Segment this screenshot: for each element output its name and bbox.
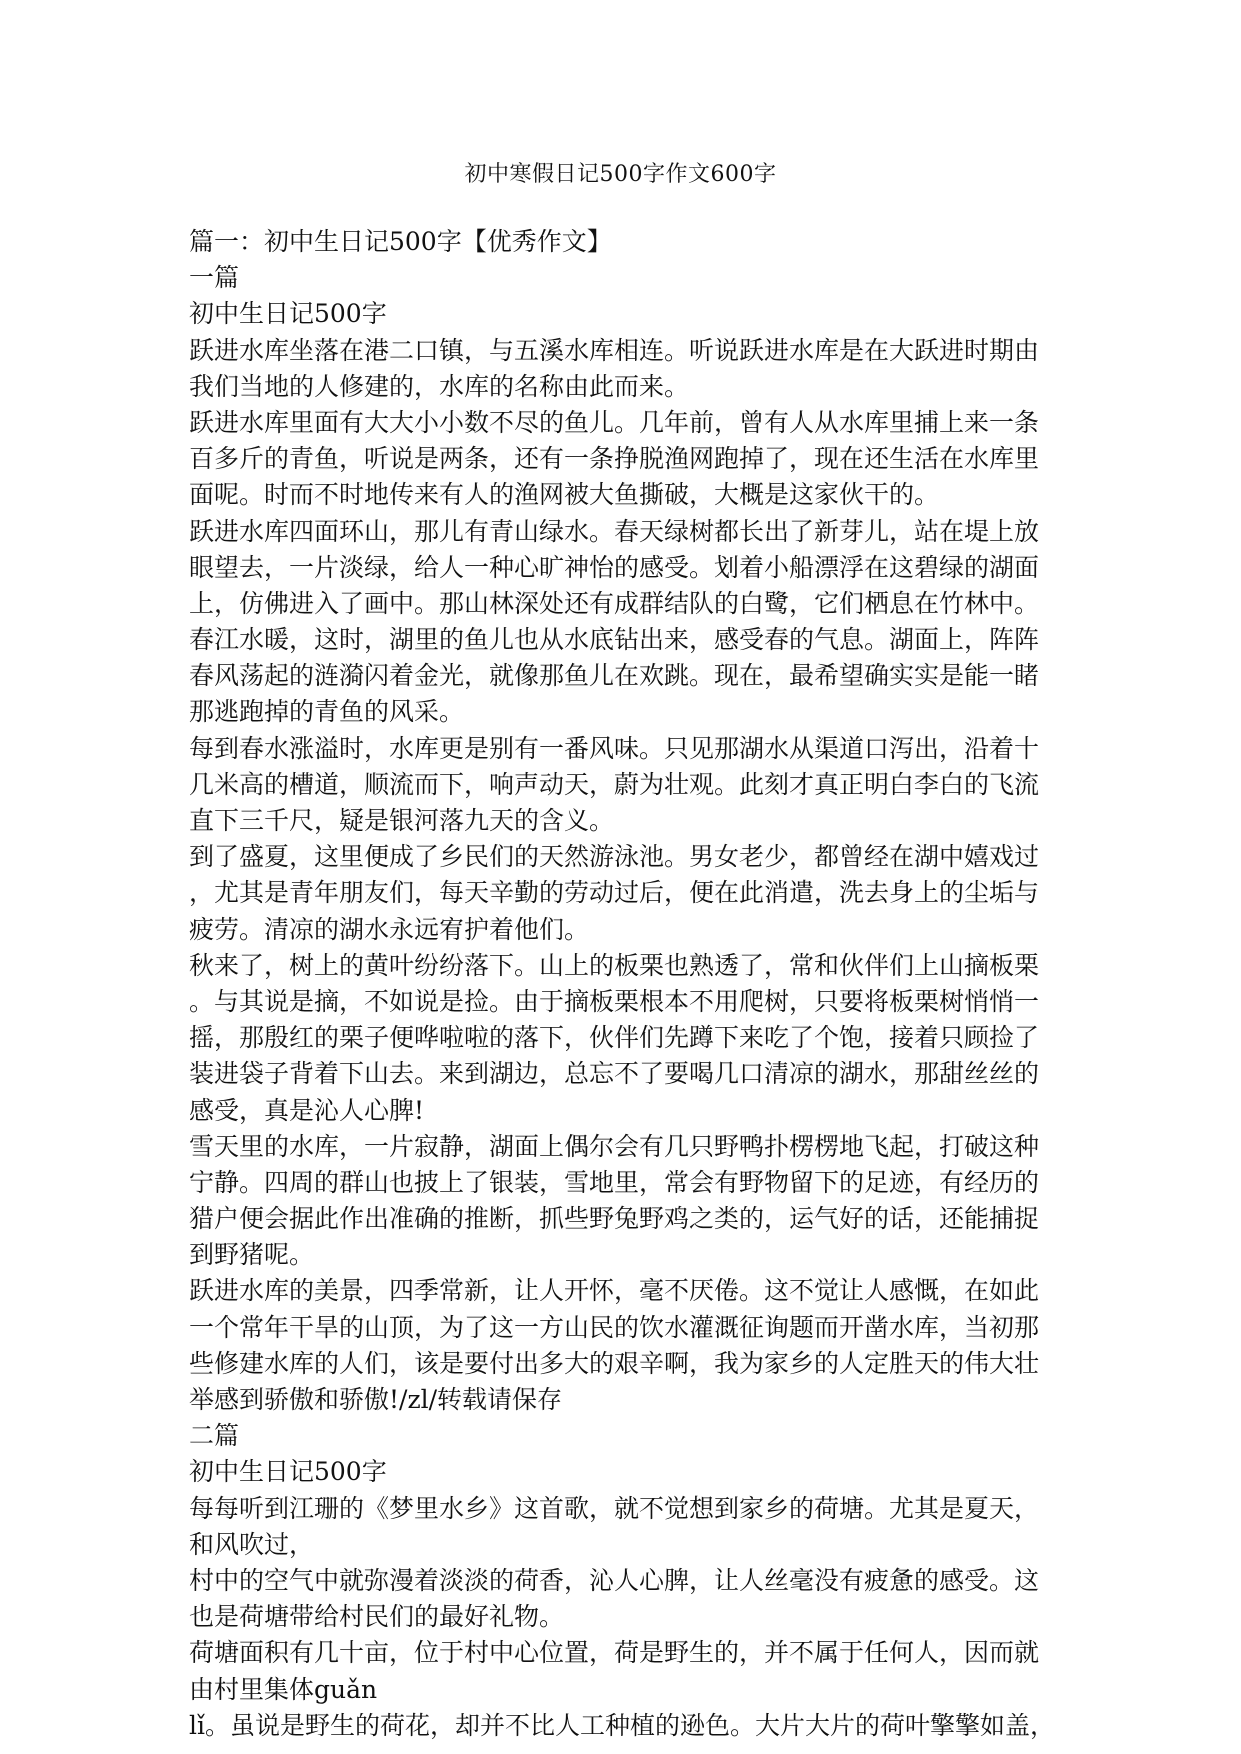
text-line: 春江水暖，这时，湖里的鱼儿也从水底钻出来，感受春的气息。湖面上，阵阵: [189, 625, 1040, 655]
text-line: 初中生日记500字: [189, 299, 387, 329]
text-line: 二篇: [189, 1421, 240, 1451]
text-line: 和风吹过，: [189, 1529, 315, 1559]
text-line: 到了盛夏，这里便成了乡民们的天然游泳池。男女老少，都曾经在湖中嬉戏过: [189, 842, 1040, 872]
text-line: 直下三千尺，疑是银河落九天的含义。: [189, 806, 615, 835]
document-title: 初中寒假日记500字作文600字: [464, 162, 777, 187]
text-line: 跃进水库坐落在港二口镇，与五溪水库相连。听说跃进水库是在大跃进时期由: [189, 335, 1040, 365]
text-line: 几米高的槽道，顺流而下，响声动天，蔚为壮观。此刻才真正明白李白的飞流: [189, 769, 1040, 799]
text-line: 一篇: [189, 263, 240, 293]
text-line: 初中生日记500字: [189, 1457, 387, 1487]
text-line: 面呢。时而不时地传来有人的渔网被大鱼撕破，大概是这家伙干的。: [189, 480, 940, 510]
document-body: [189, 224, 1055, 1744]
text-line: 村中的空气中就弥漫着淡淡的荷香，沁人心脾，让人丝毫没有疲惫的感受。这: [189, 1565, 1040, 1595]
text-line: 举感到骄傲和骄傲!/zl/转载请保存: [189, 1385, 563, 1414]
text-line: 每到春水涨溢时，水库更是别有一番风味。只见那湖水从渠道口泻出，沿着十: [189, 733, 1040, 763]
text-line: 那逃跑掉的青鱼的风采。: [189, 697, 465, 727]
text-line: 每每听到江珊的《梦里水乡》这首歌，就不觉想到家乡的荷塘。尤其是夏天，: [189, 1493, 1040, 1523]
text-line: 篇一：初中生日记500字【优秀作文】: [189, 227, 612, 256]
text-line: 。与其说是摘，不如说是捡。由于摘板栗根本不用爬树，只要将板栗树悄悄一: [189, 986, 1040, 1016]
text-line: 装进袋子背着下山去。来到湖边，总忘不了要喝几口清凉的湖水，那甜丝丝的: [189, 1059, 1040, 1089]
text-line: 跃进水库的美景，四季常新，让人开怀，毫不厌倦。这不觉让人感慨，在如此: [189, 1276, 1040, 1306]
text-line: 跃进水库里面有大大小小数不尽的鱼儿。几年前，曾有人从水库里捕上来一条: [189, 407, 1040, 437]
text-line: 春风荡起的涟漪闪着金光，就像那鱼儿在欢跳。现在，最希望确实实是能一睹: [189, 661, 1040, 691]
text-line: 疲劳。清凉的湖水永远宥护着他们。: [189, 914, 590, 944]
text-line: 感受，真是沁人心脾!: [189, 1095, 425, 1125]
text-line: 上，仿佛进入了画中。那山林深处还有成群结队的白鹭，它们栖息在竹林中。: [189, 588, 1040, 618]
text-line: 摇，那殷红的栗子便哗啦啦的落下，伙伴们先蹲下来吃了个饱，接着只顾捡了: [189, 1023, 1040, 1053]
text-line: 到野猪呢。: [189, 1240, 315, 1270]
text-line: ，尤其是青年朋友们，每天辛勤的劳动过后，便在此消遣，洗去身上的尘垢与: [189, 878, 1040, 908]
text-line: 我们当地的人修建的，水库的名称由此而来。: [189, 371, 690, 401]
text-line: 一个常年干旱的山顶，为了这一方山民的饮水灌溉征询题而开凿水库，当初那: [189, 1312, 1040, 1342]
text-line: 些修建水库的人们，该是要付出多大的艰辛啊，我为家乡的人定胜天的伟大壮: [189, 1348, 1040, 1378]
text-line: 由村里集体guǎn: [189, 1674, 378, 1704]
text-line: 荷塘面积有几十亩，位于村中心位置，荷是野生的，并不属于任何人，因而就: [189, 1638, 1040, 1668]
text-line: 眼望去，一片淡绿，给人一种心旷神怡的感受。划着小船漂浮在这碧绿的湖面: [189, 552, 1040, 582]
text-line: 也是荷塘带给村民们的最好礼物。: [189, 1602, 565, 1632]
text-line: 雪天里的水库，一片寂静，湖面上偶尔会有几只野鸭扑楞楞地飞起，打破这种: [189, 1131, 1040, 1161]
text-line: 秋来了，树上的黄叶纷纷落下。山上的板栗也熟透了，常和伙伴们上山摘板栗: [189, 950, 1040, 980]
text-line: 百多斤的青鱼，听说是两条，还有一条挣脱渔网跑掉了，现在还生活在水库里: [189, 444, 1040, 474]
text-line: lǐ。虽说是野生的荷花，却并不比人工种植的逊色。大片大片的荷叶擎擎如盖，: [189, 1710, 1055, 1740]
text-line: 宁静。四周的群山也披上了银装，雪地里，常会有野物留下的足迹，有经历的: [189, 1167, 1040, 1197]
text-line: 跃进水库四面环山，那儿有青山绿水。春天绿树都长出了新芽儿，站在堤上放: [189, 516, 1040, 546]
text-line: 猎户便会据此作出准确的推断，抓些野兔野鸡之类的，运气好的话，还能捕捉: [189, 1204, 1040, 1234]
